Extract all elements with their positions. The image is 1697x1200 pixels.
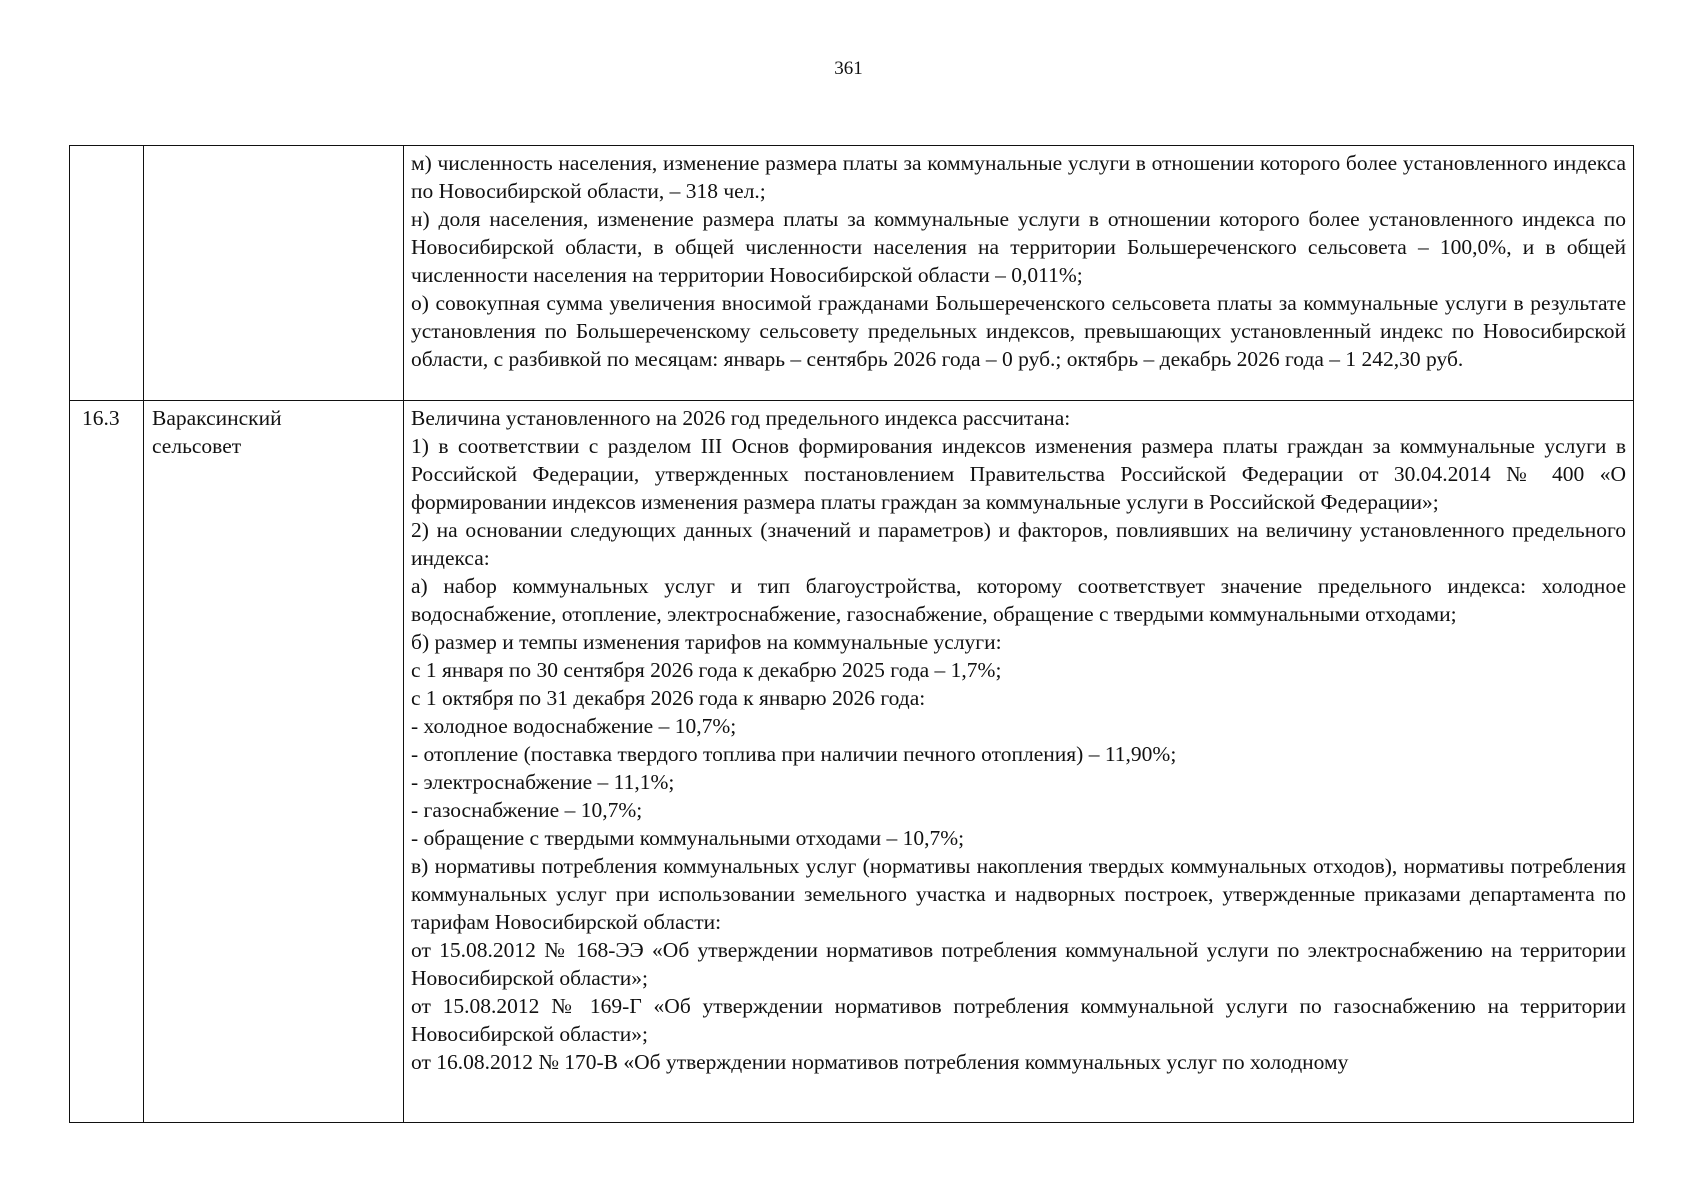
paragraph-intro: Величина установленного на 2026 год предельного индекса рассчитана: <box>411 406 1071 430</box>
order-169: от 15.08.2012 № 169-Г «Об утверждении нормативов потребления коммунальной услуги по газоснабжению на территории Новосибирской области»; <box>411 994 1626 1046</box>
settlement-name-cell <box>144 400 404 1122</box>
paragraph-b: б) размер и темпы изменения тарифов на коммунальные услуги: <box>411 630 1002 654</box>
paragraph-o: о) совокупная сумма увеличения вносимой гражданами Большереченского сельсовета платы за коммунальные услуги в результате установления по Большереченскому сельсовету предельных индексов, превышающих установленный индекс по Новосибирской области, с разбивкой по месяцам: январь – сентябрь 2026 года – 0 руб.; октябрь – декабрь 2026 года – 1 242,30 руб. <box>411 291 1626 371</box>
row-number-cell <box>70 146 144 400</box>
row-number-cell: 16.3 <box>70 400 144 1122</box>
tariff-cold-water: - холодное водоснабжение – 10,7%; <box>411 714 737 738</box>
settlement-name-line-1: Вараксинский <box>152 406 282 430</box>
description-cell <box>404 400 1633 1122</box>
order-168: от 15.08.2012 № 168-ЭЭ «Об утверждении нормативов потребления коммунальной услуги по электроснабжению на территории Новосибирской области»; <box>411 938 1626 990</box>
page-number: 361 <box>834 58 863 79</box>
paragraph-v: в) нормативы потребления коммунальных услуг (нормативы накопления твердых коммунальных отходов), нормативы потребления коммунальных услуг при использовании земельного участка и надворных построек, утвержденные приказами департамента по тарифам Новосибирской области: <box>411 854 1626 934</box>
description-cell <box>404 146 1633 400</box>
paragraph-m: м) численность населения, изменение размера платы за коммунальные услуги в отношении которого более установленного индекса по Новосибирской области, – 318 чел.; <box>411 151 1626 203</box>
tariff-waste: - обращение с твердыми коммунальными отходами – 10,7%; <box>411 826 965 850</box>
order-170: от 16.08.2012 № 170-В «Об утверждении нормативов потребления коммунальных услуг по холодному <box>411 1050 1349 1074</box>
paragraph-n: н) доля населения, изменение размера платы за коммунальные услуги в отношении которого более установленного индекса по Новосибирской области, в общей численности населения на территории Большереченского сельсовета – 100,0%, и в общей численности населения на территории Новосибирской области – 0,011%; <box>411 207 1626 287</box>
settlement-name-cell <box>144 146 404 400</box>
paragraph-1: 1) в соответствии с разделом III Основ формирования индексов изменения размера платы граждан за коммунальные услуги в Российской Федерации, утвержденных постановлением Правительства Российской Федерации от 30.04.2014 № 400 «О формировании индексов изменения размера платы граждан за коммунальные услуги в Российской Федерации»; <box>411 434 1626 514</box>
tariff-gas: - газоснабжение – 10,7%; <box>411 798 643 822</box>
tariff-line-jan-sep: с 1 января по 30 сентября 2026 года к декабрю 2025 года – 1,7%; <box>411 658 1002 682</box>
paragraph-2: 2) на основании следующих данных (значений и параметров) и факторов, повлиявших на величину установленного предельного индекса: <box>411 518 1626 570</box>
tariff-heating: - отопление (поставка твердого топлива при наличии печного отопления) – 11,90%; <box>411 742 1177 766</box>
tariff-electricity: - электроснабжение – 11,1%; <box>411 770 675 794</box>
document-table <box>69 145 1634 1123</box>
tariff-line-oct-dec: с 1 октября по 31 декабря 2026 года к январю 2026 года: <box>411 686 926 710</box>
settlement-name-line-2: сельсовет <box>152 434 242 458</box>
paragraph-a: а) набор коммунальных услуг и тип благоустройства, которому соответствует значение предельного индекса: холодное водоснабжение, отопление, электроснабжение, газоснабжение, обращение с твердыми коммунальными отходами; <box>411 574 1626 626</box>
